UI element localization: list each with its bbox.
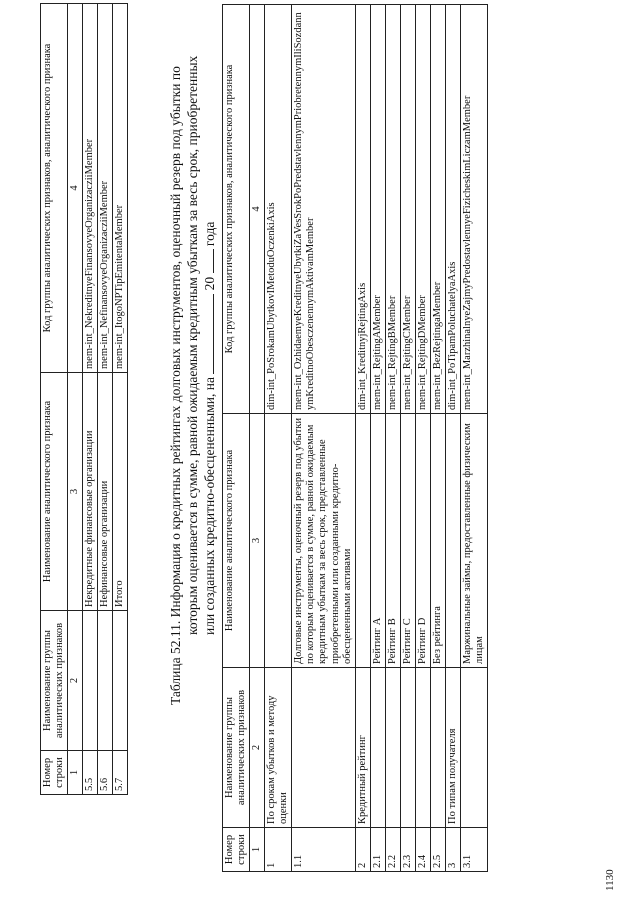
table-1-header-row: [41, 4, 68, 795]
feature-code: mem-int_NefinansovyeOrganizacziiMember: [98, 4, 113, 373]
date-blank: [213, 294, 214, 374]
feature-name: Рейтинг D: [415, 414, 430, 668]
row-number: 5.5: [83, 751, 98, 795]
year-blank: [213, 249, 214, 273]
feature-name: [265, 414, 292, 668]
group-name: [83, 611, 98, 751]
feature-code: mem-int_RejtingBMember: [385, 5, 400, 414]
group-name: [415, 668, 430, 828]
feature-code: mem-int_BezRejtingaMember: [430, 5, 445, 414]
caption-line-3-text: или созданных кредитно-обесцененными, на: [201, 377, 217, 635]
table-2-colnum: 1: [250, 828, 265, 872]
row-number: 2: [355, 828, 370, 872]
feature-code: mem-int_RejtingCMember: [400, 5, 415, 414]
feature-name: Итого: [113, 373, 128, 611]
feature-name: Рейтинг C: [400, 414, 415, 668]
feature-code: mem-int_RejtingAMember: [370, 5, 385, 414]
feature-name: Рейтинг A: [370, 414, 385, 668]
group-name: По типам получателя: [446, 668, 461, 828]
feature-code: mem-int_MarzhinalnyeZajmyPredostavlennyeFizicheskimLiczamMember: [461, 5, 488, 414]
group-name: [370, 668, 385, 828]
feature-name: Некредитные финансовые организации: [83, 373, 98, 611]
caption-line-2: которым оценивается в сумме, равной ожидаемым кредитным убыткам за весь срок, приобретенных: [184, 55, 200, 635]
table-row: [400, 5, 415, 872]
table-2-header: Наименование аналитического признака: [223, 414, 250, 668]
table-1-colnum: 2: [68, 611, 83, 751]
table-row: [113, 4, 128, 795]
group-name: [113, 611, 128, 751]
table-2: [222, 4, 488, 872]
group-name: [430, 668, 445, 828]
caption-line-1: Таблица 52.11. Информация о кредитных рейтингах долговых инструментов, оценочный резерв под убытки по: [168, 66, 183, 705]
feature-code: dim-int_PoTipamPoluchatelyaAxis: [446, 5, 461, 414]
row-number: 1.1: [292, 828, 355, 872]
row-number: 3.1: [461, 828, 488, 872]
table-row: [385, 5, 400, 872]
table-1-colnum-row: [68, 4, 83, 795]
row-number: 5.7: [113, 751, 128, 795]
row-number: 5.6: [98, 751, 113, 795]
feature-code: mem-int_RejtingDMember: [415, 5, 430, 414]
feature-name: Маржинальные займы, предоставленные физическим лицам: [461, 414, 488, 668]
page-number: 1130: [604, 869, 616, 891]
table-row: [430, 5, 445, 872]
table-row: [265, 5, 292, 872]
table-row: [461, 5, 488, 872]
group-name: [98, 611, 113, 751]
table-2-header: Код группы аналитических признаков, аналитического признака: [223, 5, 250, 414]
caption-year: года: [201, 221, 217, 247]
row-number: 2.2: [385, 828, 400, 872]
caption-day: 20: [201, 276, 217, 291]
feature-code: dim-int_KreditnyjRejtingAxis: [355, 5, 370, 414]
row-number: 1: [265, 828, 292, 872]
table-2-colnum-row: [250, 5, 265, 872]
row-number: 2.3: [400, 828, 415, 872]
table-1-colnum: 1: [68, 751, 83, 795]
row-number: 3: [446, 828, 461, 872]
table-row: [355, 5, 370, 872]
table-1-header: Код группы аналитических признаков, аналитического признака: [41, 4, 68, 373]
table-caption: [168, 15, 219, 705]
feature-name: Без рейтинга: [430, 414, 445, 668]
table-1-header: Наименование аналитического признака: [41, 373, 68, 611]
table-2-colnum: 4: [250, 5, 265, 414]
feature-name: Нефинансовые организации: [98, 373, 113, 611]
table-1-colnum: 4: [68, 4, 83, 373]
feature-code: mem-int_NekreditnyeFinansovyeOrganizacziiMember: [83, 4, 98, 373]
table-row: [415, 5, 430, 872]
row-number: 2.4: [415, 828, 430, 872]
table-row: [370, 5, 385, 872]
table-row: [446, 5, 461, 872]
feature-name: Долговые инструменты, оценочный резерв под убытки по которым оценивается в сумме, равной ожидаемым кредитным убыткам за весь срок, представленные приобретенными или созданными кредитно-обесцененными активами: [292, 414, 355, 668]
caption-line-3: [202, 15, 219, 705]
table-1-colnum: 3: [68, 373, 83, 611]
group-name: [461, 668, 488, 828]
group-name: [400, 668, 415, 828]
table-2-colnum: 2: [250, 668, 265, 828]
table-2-header: Наименование группы аналитических признаков: [223, 668, 250, 828]
table-2-header-row: [223, 5, 250, 872]
group-name: [292, 668, 355, 828]
row-number: 2.1: [370, 828, 385, 872]
feature-name: Рейтинг B: [385, 414, 400, 668]
feature-code: mem-int_ItogoNPTipEmitentaMember: [113, 4, 128, 373]
table-2-colnum: 3: [250, 414, 265, 668]
table-2-header: Номер строки: [223, 828, 250, 872]
row-number: 2.5: [430, 828, 445, 872]
table-1-header: Наименование группы аналитических признаков: [41, 611, 68, 751]
feature-code: dim-int_PoSrokamUbytkovIMetoduOczenkiAxis: [265, 5, 292, 414]
feature-name: [446, 414, 461, 668]
feature-name: [355, 414, 370, 668]
feature-code: mem-int_OzhidaemyeKreditnyeUbytkiZaVesSrokPoPredstavlennymPriobretennymIliSozdannymKreditnoObesczenennymAktivamMember: [292, 5, 355, 414]
table-row: [98, 4, 113, 795]
table-row: [83, 4, 98, 795]
group-name: [385, 668, 400, 828]
group-name: По срокам убытков и методу оценки: [265, 668, 292, 828]
group-name: Кредитный рейтинг: [355, 668, 370, 828]
table-1-header: Номер строки: [41, 751, 68, 795]
table-row: [292, 5, 355, 872]
table-1: [40, 3, 128, 795]
